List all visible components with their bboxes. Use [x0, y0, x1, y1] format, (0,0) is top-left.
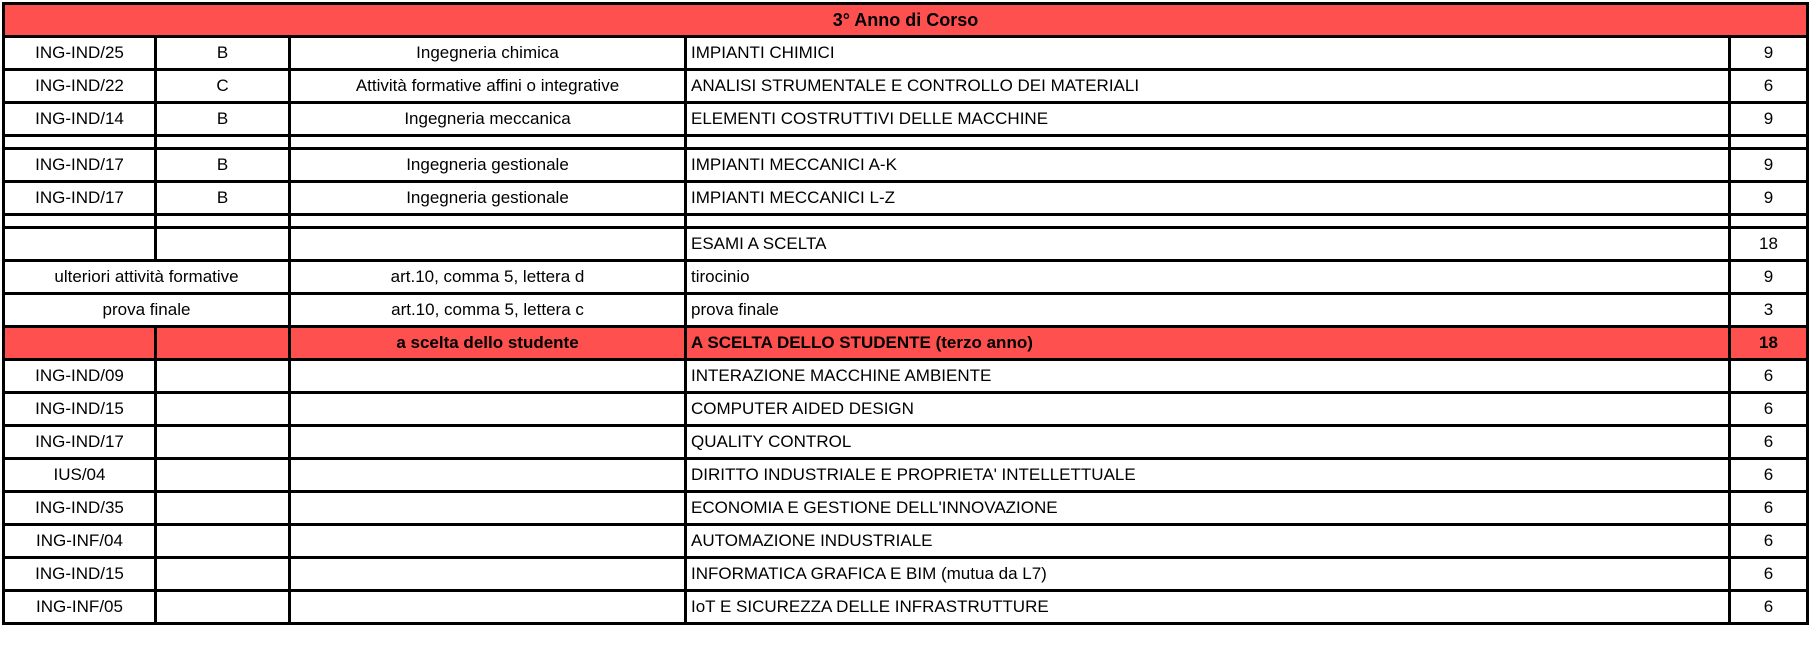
insegnamento-cell: ELEMENTI COSTRUTTIVI DELLE MACCHINE [686, 103, 1730, 136]
cfu-cell: 6 [1730, 426, 1808, 459]
cfu-cell: 9 [1730, 37, 1808, 70]
tipo-cell: B [156, 37, 290, 70]
course-row [4, 558, 1808, 591]
cfu-cell: 6 [1730, 393, 1808, 426]
course-row [4, 294, 1808, 327]
insegnamento-cell: AUTOMAZIONE INDUSTRIALE [686, 525, 1730, 558]
insegnamento-cell: QUALITY CONTROL [686, 426, 1730, 459]
ssd-cell: ING-IND/22 [4, 70, 156, 103]
insegnamento-cell: INFORMATICA GRAFICA E BIM (mutua da L7) [686, 558, 1730, 591]
empty-cell [290, 215, 686, 228]
course-row [4, 360, 1808, 393]
course-row [4, 261, 1808, 294]
ssd-cell: ING-IND/15 [4, 558, 156, 591]
cfu-cell: 6 [1730, 492, 1808, 525]
categoria-cell: ulteriori attività formative [4, 261, 290, 294]
cfu-cell: 9 [1730, 103, 1808, 136]
spacer-row [4, 136, 1808, 149]
ambito-cell [290, 459, 686, 492]
cfu-cell: 9 [1730, 182, 1808, 215]
insegnamento-cell: IMPIANTI MECCANICI L-Z [686, 182, 1730, 215]
ambito-cell [290, 525, 686, 558]
ssd-cell: ING-IND/17 [4, 426, 156, 459]
cfu-cell: 3 [1730, 294, 1808, 327]
insegnamento-cell: INTERAZIONE MACCHINE AMBIENTE [686, 360, 1730, 393]
tipo-cell [156, 492, 290, 525]
ambito-cell [290, 393, 686, 426]
ambito-cell: Ingegneria gestionale [290, 182, 686, 215]
ssd-cell: ING-INF/04 [4, 525, 156, 558]
ssd-cell: ING-IND/15 [4, 393, 156, 426]
ssd-cell: ING-INF/05 [4, 591, 156, 624]
insegnamento-cell: IoT E SICUREZZA DELLE INFRASTRUTTURE [686, 591, 1730, 624]
tipo-cell: B [156, 103, 290, 136]
cfu-cell: 9 [1730, 261, 1808, 294]
insegnamento-cell: prova finale [686, 294, 1730, 327]
tipo-cell [156, 426, 290, 459]
ssd-cell [4, 327, 156, 360]
insegnamento-cell: DIRITTO INDUSTRIALE E PROPRIETA' INTELLETTUALE [686, 459, 1730, 492]
ambito-cell: Attività formative affini o integrative [290, 70, 686, 103]
tipo-cell [156, 591, 290, 624]
ssd-cell [4, 228, 156, 261]
ambito-cell [290, 228, 686, 261]
cfu-cell: 18 [1730, 327, 1808, 360]
course-row [4, 70, 1808, 103]
ssd-cell: ING-IND/17 [4, 182, 156, 215]
spacer-row [4, 215, 1808, 228]
course-row [4, 149, 1808, 182]
tipo-cell: C [156, 70, 290, 103]
ambito-cell: Ingegneria chimica [290, 37, 686, 70]
empty-cell [1730, 136, 1808, 149]
ambito-cell: a scelta dello studente [290, 327, 686, 360]
ssd-cell: ING-IND/35 [4, 492, 156, 525]
tipo-cell [156, 525, 290, 558]
course-row [4, 426, 1808, 459]
course-row [4, 525, 1808, 558]
tipo-cell [156, 459, 290, 492]
ambito-cell [290, 426, 686, 459]
course-row [4, 228, 1808, 261]
empty-cell [290, 136, 686, 149]
tipo-cell [156, 360, 290, 393]
cfu-cell: 9 [1730, 149, 1808, 182]
year-header-row [4, 4, 1808, 37]
course-row [4, 182, 1808, 215]
empty-cell [156, 215, 290, 228]
cfu-cell: 6 [1730, 360, 1808, 393]
ambito-cell: Ingegneria meccanica [290, 103, 686, 136]
insegnamento-cell: tirocinio [686, 261, 1730, 294]
course-row [4, 459, 1808, 492]
cfu-cell: 18 [1730, 228, 1808, 261]
tipo-cell [156, 558, 290, 591]
tipo-cell [156, 327, 290, 360]
ambito-cell: art.10, comma 5, lettera c [290, 294, 686, 327]
cfu-cell: 6 [1730, 70, 1808, 103]
year-title: 3° Anno di Corso [4, 4, 1808, 37]
ssd-cell: ING-IND/25 [4, 37, 156, 70]
cfu-cell: 6 [1730, 459, 1808, 492]
insegnamento-cell: COMPUTER AIDED DESIGN [686, 393, 1730, 426]
ambito-cell [290, 492, 686, 525]
insegnamento-cell: IMPIANTI MECCANICI A-K [686, 149, 1730, 182]
ssd-cell: ING-IND/17 [4, 149, 156, 182]
tipo-cell [156, 228, 290, 261]
ambito-cell [290, 558, 686, 591]
course-row [4, 103, 1808, 136]
cfu-cell: 6 [1730, 525, 1808, 558]
empty-cell [4, 215, 156, 228]
ambito-cell: Ingegneria gestionale [290, 149, 686, 182]
ssd-cell: ING-IND/09 [4, 360, 156, 393]
insegnamento-cell: ECONOMIA E GESTIONE DELL'INNOVAZIONE [686, 492, 1730, 525]
course-row [4, 591, 1808, 624]
ssd-cell: ING-IND/14 [4, 103, 156, 136]
ambito-cell [290, 591, 686, 624]
empty-cell [686, 136, 1730, 149]
insegnamento-cell: ANALISI STRUMENTALE E CONTROLLO DEI MATERIALI [686, 70, 1730, 103]
tipo-cell: B [156, 149, 290, 182]
insegnamento-cell: IMPIANTI CHIMICI [686, 37, 1730, 70]
course-plan-table [2, 2, 1809, 625]
elective-header-row [4, 327, 1808, 360]
course-row [4, 393, 1808, 426]
categoria-cell: prova finale [4, 294, 290, 327]
empty-cell [4, 136, 156, 149]
insegnamento-cell: A SCELTA DELLO STUDENTE (terzo anno) [686, 327, 1730, 360]
empty-cell [686, 215, 1730, 228]
tipo-cell: B [156, 182, 290, 215]
insegnamento-cell: ESAMI A SCELTA [686, 228, 1730, 261]
course-row [4, 37, 1808, 70]
ambito-cell [290, 360, 686, 393]
cfu-cell: 6 [1730, 558, 1808, 591]
course-row [4, 492, 1808, 525]
empty-cell [156, 136, 290, 149]
empty-cell [1730, 215, 1808, 228]
ambito-cell: art.10, comma 5, lettera d [290, 261, 686, 294]
tipo-cell [156, 393, 290, 426]
cfu-cell: 6 [1730, 591, 1808, 624]
ssd-cell: IUS/04 [4, 459, 156, 492]
